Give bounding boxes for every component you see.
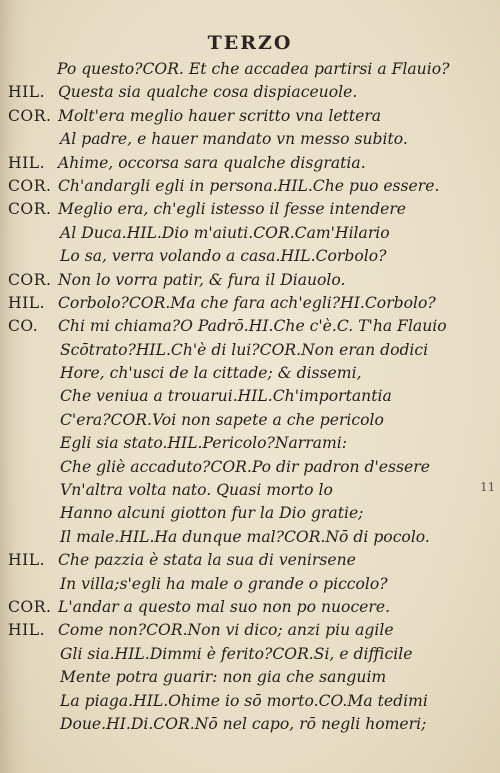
line-text: Mente potra guarir: non gia che sanguim <box>60 668 387 687</box>
running-header: TERZO <box>207 32 293 54</box>
line-text: Come non?COR.Non vi dico; anzi piu agile <box>58 621 394 640</box>
speaker-label: CO. <box>8 317 39 336</box>
line-text: Che veniua a trouarui.HIL.Ch'importantia <box>60 387 392 406</box>
text-line <box>0 362 500 385</box>
line-text: La piaga.HIL.Ohime io sō morto.CO.Ma tedimi <box>60 691 428 710</box>
text-line <box>0 643 500 666</box>
text-line <box>0 128 500 151</box>
line-text: Al Duca.HIL.Dio m'aiuti.COR.Cam'Hilario <box>60 223 390 242</box>
text-line <box>0 245 500 268</box>
verse-text <box>0 58 500 736</box>
line-text: Il male.HIL.Ha dunque mal?COR.Nō di pocolo. <box>60 527 430 546</box>
speaker-label: COR. <box>8 200 52 219</box>
line-text: Meglio era, ch'egli istesso il fesse intendere <box>58 200 407 219</box>
line-text: Chi mi chiama?O Padrō.HI.Che c'è.C. T'ha Flauio <box>58 317 447 336</box>
text-line <box>0 81 500 104</box>
text-line <box>0 573 500 596</box>
text-line <box>0 198 500 221</box>
speaker-label: COR. <box>8 597 52 616</box>
line-text: Hore, ch'usci de la cittade; & dissemi, <box>60 364 362 383</box>
line-text: Vn'altra volta nato. Quasi morto lo <box>60 481 333 500</box>
text-line <box>0 409 500 432</box>
text-line <box>0 596 500 619</box>
line-text: In villa;s'egli ha male o grande o piccolo? <box>60 574 388 593</box>
text-line <box>0 222 500 245</box>
line-text: Hanno alcuni giotton fur la Dio gratie; <box>60 504 364 523</box>
text-line <box>0 385 500 408</box>
line-text: Ahime, occorsa sara qualche disgratia. <box>58 153 366 172</box>
text-line <box>0 456 500 479</box>
text-line <box>0 339 500 362</box>
text-line <box>0 549 500 572</box>
line-text: Scōtrato?HIL.Ch'è di lui?COR.Non eran dodici <box>60 340 429 359</box>
text-line <box>0 502 500 525</box>
text-line <box>0 315 500 338</box>
line-text: C'era?COR.Voi non sapete a che pericolo <box>60 410 384 429</box>
line-text: Che pazzia è stata la sua di venirsene <box>58 551 356 570</box>
speaker-label: COR. <box>8 106 52 125</box>
text-line <box>0 479 500 502</box>
speaker-label: HIL. <box>8 83 46 102</box>
line-text: L'andar a questo mal suo non po nuocere. <box>58 597 391 616</box>
line-text: Corbolo?COR.Ma che fara ach'egli?HI.Corbolo? <box>58 293 436 312</box>
text-line <box>0 292 500 315</box>
text-line <box>0 432 500 455</box>
line-text: Lo sa, verra volando a casa.HIL.Corbolo? <box>60 247 387 266</box>
text-line <box>0 175 500 198</box>
speaker-label: HIL. <box>8 153 46 172</box>
speaker-label: COR. <box>8 176 52 195</box>
speaker-label: COR. <box>8 270 52 289</box>
speaker-label: HIL. <box>8 621 46 640</box>
line-text: Egli sia stato.HIL.Pericolo?Narrami: <box>60 434 348 453</box>
line-text: Al padre, e hauer mandato vn messo subito. <box>60 130 408 149</box>
text-line <box>0 666 500 689</box>
margin-mark: 11 <box>480 480 496 494</box>
text-line <box>0 526 500 549</box>
text-line <box>0 269 500 292</box>
speaker-label: HIL. <box>8 551 46 570</box>
text-line <box>0 152 500 175</box>
text-line <box>0 619 500 642</box>
line-text: Questa sia qualche cosa dispiaceuole. <box>58 83 358 102</box>
line-text: Che gliè accaduto?COR.Po dir padron d'essere <box>60 457 430 476</box>
line-text: Non lo vorra patir, & fura il Diauolo. <box>58 270 346 289</box>
line-text: Ch'andargli egli in persona.HIL.Che puo essere. <box>58 176 440 195</box>
text-line <box>0 105 500 128</box>
line-text: Doue.HI.Di.COR.Nō nel capo, rō negli homeri; <box>60 714 427 733</box>
speaker-label: HIL. <box>8 293 46 312</box>
line-text: Gli sia.HIL.Dimmi è ferito?COR.Si, e difficile <box>60 644 413 663</box>
line-text: Molt'era meglio hauer scritto vna lettera <box>58 106 382 125</box>
text-line <box>0 713 500 736</box>
line-text: Po questo?COR. Et che accadea partirsi a Flauio? <box>57 60 450 78</box>
text-line <box>0 690 500 713</box>
text-line <box>0 58 500 81</box>
